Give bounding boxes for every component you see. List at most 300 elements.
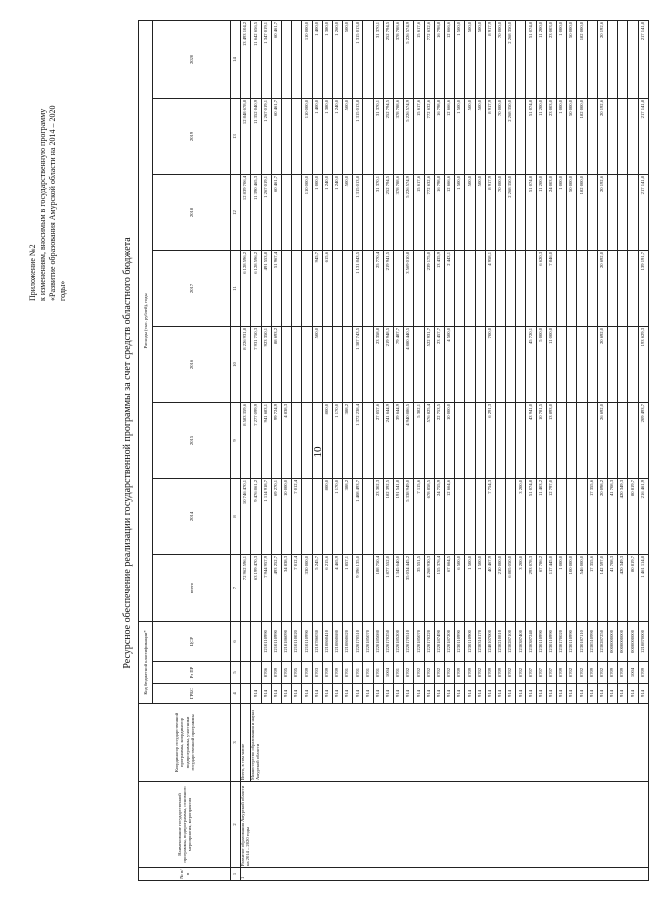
year-value-cell: 6 620,3 <box>536 250 546 326</box>
year-value-cell: 522 931,7 <box>424 326 434 402</box>
year-value-cell: 2 443,1 <box>444 250 454 326</box>
year-value-cell <box>618 20 628 98</box>
year-value-cell: 11 200,0 <box>536 20 546 98</box>
year-value-cell <box>281 250 291 326</box>
year-value-cell <box>475 250 485 326</box>
total-cell: 34 838,3 <box>281 554 291 621</box>
year-value-cell: 1 500,0 <box>455 174 465 250</box>
rzpr-cell: 0707 <box>536 662 546 684</box>
year-value-cell <box>607 98 617 174</box>
rzpr-cell: 0702 <box>516 662 526 684</box>
year-value-cell <box>567 250 577 326</box>
year-value-cell: 217 141,8 <box>638 98 648 174</box>
year-value-cell <box>587 98 597 174</box>
header-budget-code: Код бюджетной классификации* <box>139 621 153 703</box>
year-value-cell <box>455 250 465 326</box>
year-value-cell <box>363 98 373 174</box>
rzpr-cell: 0701 <box>343 662 353 684</box>
year-value-cell: 4 500,0 <box>444 326 454 402</box>
header-year: 2017 <box>153 250 231 326</box>
csr-cell: 1210860680 <box>332 621 342 661</box>
year-value-cell: 12 666,6 <box>444 98 454 174</box>
year-value-cell: 99 724,9 <box>271 402 281 478</box>
year-value-cell: 191 541,8 <box>394 478 404 554</box>
year-value-cell: 16 798,8 <box>434 98 444 174</box>
column-numbers-row <box>231 20 241 880</box>
total-cell: 1 500,0 <box>465 554 475 621</box>
year-value-cell: 20 192,6 <box>597 20 607 98</box>
year-value-cell: 60 461,7 <box>271 98 281 174</box>
appendix-line: Приложение №2 <box>28 244 37 301</box>
year-value-cell <box>363 402 373 478</box>
year-value-cell <box>363 326 373 402</box>
year-value-cell: 945,7 <box>312 250 322 326</box>
year-value-cell: 7 754,3 <box>485 478 495 554</box>
year-value-cell: 500,0 <box>475 98 485 174</box>
year-value-cell: 10 000,0 <box>444 402 454 478</box>
year-value-cell: 51 074,8 <box>526 98 536 174</box>
year-value-cell <box>281 326 291 402</box>
csr-cell: 0000000000 <box>628 621 638 661</box>
year-value-cell: 182 000,0 <box>577 20 587 98</box>
year-value-cell <box>587 174 597 250</box>
year-value-cell: 23 457,7 <box>434 326 444 402</box>
year-value-cell <box>587 20 597 98</box>
year-value-cell <box>587 250 597 326</box>
year-value-cell: 70 000,0 <box>495 98 505 174</box>
year-value-cell: 139 191,7 <box>638 250 648 326</box>
csr-cell: 1230170020 <box>557 621 567 661</box>
year-value-cell <box>516 20 526 98</box>
year-value-cell <box>343 326 353 402</box>
year-value-cell <box>292 174 302 250</box>
year-value-cell: 31 370,1 <box>373 98 383 174</box>
year-value-cell: 8 226 931,8 <box>241 326 251 402</box>
year-value-cell <box>557 250 567 326</box>
rzpr-cell: 0702 <box>567 662 577 684</box>
year-value-cell <box>567 478 577 554</box>
year-value-cell: 1 240,0 <box>322 174 332 250</box>
total-cell: 330 000,0 <box>302 554 312 621</box>
grbs-cell: 914 <box>332 684 342 704</box>
grbs-cell: 914 <box>434 684 444 704</box>
grbs-cell: 914 <box>628 684 638 704</box>
row-number-cell: 1 <box>241 868 649 881</box>
year-value-cell: 772 632,6 <box>424 174 434 250</box>
year-value-cell: 9 476 861,2 <box>251 478 261 554</box>
csr-cell: 1230510990 <box>587 621 597 661</box>
year-value-cell: 1 315 013,8 <box>353 174 363 250</box>
grbs-cell: 914 <box>587 684 597 704</box>
header-expenses: Расходы (тыс. рублей), годы <box>139 20 153 621</box>
year-value-cell: 1 380,0 <box>322 98 332 174</box>
grbs-cell: 914 <box>495 684 505 704</box>
year-value-cell: 8 917,9 <box>485 98 495 174</box>
year-value-cell: 388,2 <box>343 402 353 478</box>
header-year: 2018 <box>153 174 231 250</box>
year-value-cell: 3 200,0 <box>516 478 526 554</box>
year-value-cell: 12 848 678,8 <box>241 98 251 174</box>
total-cell: 6 805 050,0 <box>506 554 516 621</box>
year-value-cell <box>506 250 516 326</box>
year-value-cell <box>516 402 526 478</box>
csr-cell: 1230110990 <box>546 621 556 661</box>
year-value-cell <box>495 326 505 402</box>
grbs-cell: 914 <box>302 684 312 704</box>
grbs-cell: 914 <box>465 684 475 704</box>
coordinator-ministry-cell: Министерство образования и науки Амурской области <box>251 704 648 782</box>
csr-cell: 1220185070 <box>414 621 424 661</box>
grbs-cell: 914 <box>373 684 383 704</box>
year-value-cell: 16 798,8 <box>434 20 444 98</box>
year-value-cell: 10 781,5 <box>536 402 546 478</box>
year-value-cell <box>516 174 526 250</box>
year-value-cell: 5 338 949,0 <box>404 478 414 554</box>
year-value-cell <box>557 402 567 478</box>
grbs-cell: 914 <box>271 684 281 704</box>
year-value-cell: 1 240,0 <box>332 98 342 174</box>
total-cell: 17 355,6 <box>587 554 597 621</box>
grbs-cell: 914 <box>424 684 434 704</box>
year-value-cell <box>506 402 516 478</box>
header-grbs: ГРБС <box>153 684 231 704</box>
year-value-cell: 1 315 013,8 <box>353 98 363 174</box>
total-cell: 72 962 596,1 <box>241 554 251 621</box>
year-value-cell: 1 000,0 <box>557 98 567 174</box>
header-total: всего <box>153 554 231 621</box>
year-value-cell: 7 115,6 <box>414 478 424 554</box>
rzpr-cell: 0702 <box>404 662 414 684</box>
rzpr-cell: 0702 <box>506 662 516 684</box>
rzpr-cell: 0709 <box>495 662 505 684</box>
header-year: 2015 <box>153 402 231 478</box>
year-value-cell: 500,0 <box>343 20 353 98</box>
year-value-cell <box>607 174 617 250</box>
year-value-cell <box>506 478 516 554</box>
csr-cell: 1230387400 <box>516 621 526 661</box>
year-value-cell: 11 390 465,3 <box>251 174 261 250</box>
grbs-cell: 914 <box>557 684 567 704</box>
year-value-cell: 31 370,1 <box>373 174 383 250</box>
resource-table <box>138 20 649 881</box>
rzpr-cell: 0709 <box>587 662 597 684</box>
year-value-cell: 11 000,0 <box>546 326 556 402</box>
grbs-cell: 914 <box>261 684 271 704</box>
grbs-cell: 914 <box>607 684 617 704</box>
year-value-cell: 500,0 <box>465 174 475 250</box>
year-value-cell <box>302 478 312 554</box>
year-value-cell: 15 617,6 <box>414 174 424 250</box>
rzpr-cell <box>251 662 261 684</box>
csr-cell: 1210786030 <box>312 621 322 661</box>
year-value-cell: 2 268 350,0 <box>506 98 516 174</box>
grbs-cell: 914 <box>597 684 607 704</box>
year-value-cell: 43 941,0 <box>526 402 536 478</box>
rzpr-cell: 0701 <box>373 662 383 684</box>
rzpr-cell: 0709 <box>485 662 495 684</box>
rotated-sheet <box>10 11 645 895</box>
column-number: 5 <box>231 662 241 684</box>
csr-cell: 1220185080 <box>373 621 383 661</box>
total-cell: 1 877 552,0 <box>383 554 393 621</box>
csr-cell: 1220187490 <box>434 621 444 661</box>
grbs-cell: 914 <box>455 684 465 704</box>
rzpr-cell: 0702 <box>597 662 607 684</box>
year-value-cell <box>618 326 628 402</box>
rzpr-cell: 0706 <box>261 662 271 684</box>
year-value-cell <box>607 20 617 98</box>
year-value-cell: 23 003,0 <box>546 98 556 174</box>
year-value-cell <box>292 326 302 402</box>
year-value-cell: 800,0 <box>322 478 332 554</box>
total-cell: 155 376,4 <box>434 554 444 621</box>
year-value-cell: 27 057,6 <box>373 402 383 478</box>
year-value-cell: 51 074,8 <box>526 174 536 250</box>
year-value-cell: 17 355,6 <box>587 478 597 554</box>
year-value-cell: 1 114 918,7 <box>261 478 271 554</box>
year-value-cell: 182 000,0 <box>577 174 587 250</box>
program-name-cell: Развитие образования Амурской области на 2014 – 2020 годы <box>241 782 649 868</box>
csr-cell: 1220185200 <box>394 621 404 661</box>
column-number: 12 <box>231 174 241 250</box>
grbs-cell: 914 <box>516 684 526 704</box>
csr-cell: 1230187110 <box>577 621 587 661</box>
year-value-cell <box>607 326 617 402</box>
year-value-cell <box>363 250 373 326</box>
year-value-cell: 110 000,0 <box>302 20 312 98</box>
header-coordinator: Координатор государственной программы, координатор подпрограммы, участники государственной программы <box>139 704 231 782</box>
year-value-cell: 1 380,0 <box>322 20 332 98</box>
year-value-cell <box>394 250 404 326</box>
year-value-cell: 13 893,0 <box>546 402 556 478</box>
year-value-cell: 11 200,0 <box>536 98 546 174</box>
year-value-cell: 239 175,0 <box>424 250 434 326</box>
year-value-cell <box>281 174 291 250</box>
total-cell: 420 349,3 <box>618 554 628 621</box>
total-cell: 80 819,7 <box>628 554 638 621</box>
year-value-cell: 20 692,0 <box>597 326 607 402</box>
year-value-cell: 15 617,6 <box>414 20 424 98</box>
year-value-cell <box>495 402 505 478</box>
year-value-cell: 5 226 574,9 <box>404 174 414 250</box>
year-value-cell: 110 000,0 <box>302 98 312 174</box>
year-value-cell: 51 074,8 <box>526 478 536 554</box>
year-value-cell: 8 917,9 <box>485 174 495 250</box>
year-value-cell <box>567 326 577 402</box>
year-value-cell <box>292 98 302 174</box>
year-value-cell: 6 128 596,2 <box>251 250 261 326</box>
rzpr-cell: 0709 <box>618 662 628 684</box>
year-value-cell: 11 200,0 <box>536 174 546 250</box>
column-number: 2 <box>231 782 241 868</box>
year-value-cell: 500,0 <box>475 20 485 98</box>
year-value-cell: 1 372 238,4 <box>353 402 363 478</box>
csr-cell: 1230387240 <box>526 621 536 661</box>
grbs-cell: 914 <box>485 684 495 704</box>
year-value-cell <box>281 20 291 98</box>
year-value-cell <box>363 20 373 98</box>
grbs-cell: 914 <box>404 684 414 704</box>
year-value-cell <box>495 250 505 326</box>
rzpr-cell: 0709 <box>455 662 465 684</box>
total-cell: 40 467,9 <box>485 554 495 621</box>
year-value-cell: 69 270,1 <box>271 478 281 554</box>
csr-cell: 0000000000 <box>618 621 628 661</box>
csr-cell: 1220170510 <box>353 621 363 661</box>
year-value-cell: 11 403,2 <box>536 478 546 554</box>
rzpr-cell: 0709 <box>302 662 312 684</box>
column-number: 11 <box>231 250 241 326</box>
table-row <box>251 20 261 880</box>
year-value-cell <box>628 174 638 250</box>
year-value-cell: 1 408 493,7 <box>353 478 363 554</box>
year-value-cell: 24 003,0 <box>546 174 556 250</box>
appendix-line: годы» <box>58 280 67 301</box>
total-cell: 67 664,5 <box>444 554 454 621</box>
year-value-cell <box>475 402 485 478</box>
column-number: 10 <box>231 326 241 402</box>
year-value-cell: 20 692,0 <box>597 250 607 326</box>
total-cell: 493 252,7 <box>271 554 281 621</box>
csr-cell: 1220170220 <box>424 621 434 661</box>
total-cell: 546 000,0 <box>577 554 587 621</box>
csr-cell: 1230210810 <box>495 621 505 661</box>
rzpr-cell: 0709 <box>638 662 648 684</box>
csr-cell: 1230287250 <box>597 621 607 661</box>
csr-cell: 1210110020 <box>292 621 302 661</box>
year-value-cell: 700,0 <box>485 326 495 402</box>
grbs-cell: 914 <box>567 684 577 704</box>
year-value-cell: 1 347 019,1 <box>261 20 271 98</box>
column-number: 8 <box>231 478 241 554</box>
year-value-cell <box>495 478 505 554</box>
year-value-cell <box>577 402 587 478</box>
grbs-cell: 914 <box>546 684 556 704</box>
year-value-cell <box>618 98 628 174</box>
total-cell: 67 786,2 <box>536 554 546 621</box>
csr-cell: 1230110900 <box>465 621 475 661</box>
header-no: № п/п <box>139 868 231 881</box>
column-number: 13 <box>231 98 241 174</box>
year-value-cell <box>332 326 342 402</box>
total-cell: 41 708,3 <box>607 554 617 621</box>
rzpr-cell: 0702 <box>475 662 485 684</box>
year-value-cell: 23 003,0 <box>546 20 556 98</box>
total-cell: 293 078,3 <box>526 554 536 621</box>
year-value-cell: 772 632,6 <box>424 98 434 174</box>
year-value-cell: 420 349,3 <box>618 478 628 554</box>
grbs-cell: 914 <box>506 684 516 704</box>
grbs-cell: 914 <box>383 684 393 704</box>
year-value-cell: 500,0 <box>343 174 353 250</box>
year-value-cell <box>587 402 597 478</box>
year-value-cell <box>465 478 475 554</box>
year-value-cell <box>618 174 628 250</box>
total-cell <box>363 554 373 621</box>
year-value-cell <box>607 250 617 326</box>
total-cell: 210 000,0 <box>495 554 505 621</box>
year-value-cell <box>414 250 424 326</box>
grbs-cell: 914 <box>312 684 322 704</box>
year-value-cell: 1 000,0 <box>312 174 322 250</box>
year-value-cell: 388,2 <box>343 478 353 554</box>
year-value-cell: 500,0 <box>343 98 353 174</box>
rzpr-cell: 1004 <box>383 662 393 684</box>
rzpr-cell: 0702 <box>434 662 444 684</box>
year-value-cell: 1 170,0 <box>332 478 342 554</box>
year-value-cell: 79 487,7 <box>394 326 404 402</box>
table-body <box>241 20 649 880</box>
rzpr-cell: 0703 <box>312 662 322 684</box>
year-value-cell: 15 617,6 <box>414 98 424 174</box>
total-cell: 1 345 640,0 <box>394 554 404 621</box>
grbs-cell: 914 <box>292 684 302 704</box>
year-value-cell <box>618 250 628 326</box>
year-value-cell: 6 128 596,2 <box>241 250 251 326</box>
year-value-cell: 500,0 <box>465 98 475 174</box>
year-value-cell: 11 642 656,5 <box>251 20 261 98</box>
column-number: 7 <box>231 554 241 621</box>
appendix-line: «Развитие образования Амурской области на 2014 – 2020 <box>48 105 57 301</box>
total-cell: 100 000,0 <box>567 554 577 621</box>
grbs-cell: 914 <box>394 684 404 704</box>
year-value-cell: 2 268 350,0 <box>506 174 516 250</box>
year-value-cell: 22 753,5 <box>434 402 444 478</box>
year-value-cell: 10 746 470,1 <box>241 478 251 554</box>
year-value-cell: 25 770,4 <box>373 250 383 326</box>
year-value-cell <box>455 402 465 478</box>
year-value-cell: 491 553,8 <box>261 250 271 326</box>
csr-cell: 1240107000 <box>485 621 495 661</box>
year-value-cell <box>414 326 424 402</box>
year-value-cell <box>607 402 617 478</box>
year-value-cell: 500,0 <box>312 326 322 402</box>
appendix-line: к изменениям, вносимым в государственную программу <box>38 108 47 301</box>
year-value-cell <box>557 478 567 554</box>
column-number: 4 <box>231 684 241 704</box>
year-value-cell <box>557 326 567 402</box>
rzpr-cell: 0701 <box>353 662 363 684</box>
year-value-cell <box>628 326 638 402</box>
year-value-cell <box>292 20 302 98</box>
year-value-cell: 1 267 019,1 <box>261 174 271 250</box>
page-number: 10 <box>312 446 324 458</box>
rzpr-cell: 0709 <box>332 662 342 684</box>
year-value-cell <box>312 402 322 478</box>
year-value-cell: 5 226 574,9 <box>404 20 414 98</box>
table-row <box>241 20 251 880</box>
year-value-cell: 12 797,0 <box>546 478 556 554</box>
total-cell: 1 461 114,8 <box>638 554 648 621</box>
year-value-cell: 80 819,7 <box>628 478 638 554</box>
rzpr-cell: 0709 <box>322 662 332 684</box>
year-value-cell: 941 683,1 <box>261 402 271 478</box>
year-value-cell: 70 000,0 <box>495 20 505 98</box>
csr-cell: 1230110990 <box>536 621 546 661</box>
csr-cell: 1220170250 <box>383 621 393 661</box>
year-value-cell: 12 664,6 <box>444 478 454 554</box>
year-value-cell: 7 277 099,9 <box>251 402 261 478</box>
year-value-cell <box>302 250 312 326</box>
year-value-cell: 1 260,0 <box>332 20 342 98</box>
year-value-cell: 1 131 843,5 <box>353 250 363 326</box>
rzpr-cell: 0709 <box>557 662 567 684</box>
total-cell: 35 551,5 <box>414 554 424 621</box>
year-value-cell: 60 461,7 <box>271 174 281 250</box>
coordinator-total-cell: Всего, в том числе <box>241 704 251 782</box>
total-cell: 4 268 930,3 <box>424 554 434 621</box>
year-value-cell <box>506 326 516 402</box>
